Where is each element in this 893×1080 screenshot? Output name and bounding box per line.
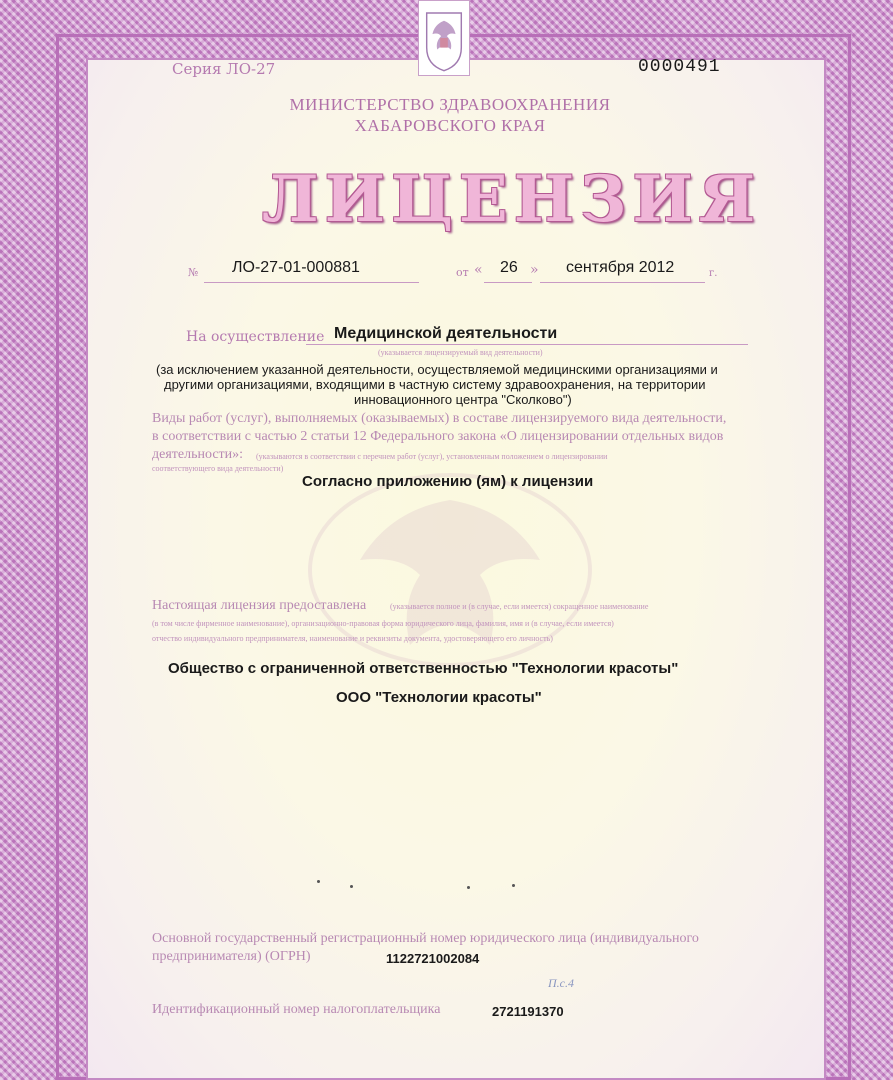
holder-hint-line2: (в том числе фирменное наименование), организационно-правовая форма юридического лица, фамилия, имя и (в случае, если имеется) <box>152 619 614 628</box>
license-number-underline <box>204 282 419 283</box>
activity-underline <box>306 344 748 345</box>
date-close-quote: » <box>530 262 539 278</box>
activity-note-line1: (за исключением указанной деятельности, осуществляемой медицинскими организациями и <box>156 362 718 377</box>
scan-speck <box>350 885 353 888</box>
document-title: ЛИЦЕНЗИЯ <box>262 162 762 237</box>
activity-note-line3: инновационного центра "Сколково") <box>354 392 572 407</box>
ogrn-label-line1: Основной государственный регистрационный номер юридического лица (индивидуального <box>152 931 699 946</box>
scan-speck <box>317 880 320 883</box>
activity-label: На осуществление <box>186 329 325 345</box>
form-number: 0000491 <box>638 57 721 77</box>
holder-label: Настоящая лицензия предоставлена <box>152 598 367 613</box>
works-hint-line3: (указываются в соответствии с перечнем работ (услуг), установленным положением о лицензировании <box>256 452 608 461</box>
license-number-label: № <box>188 266 199 279</box>
activity-hint: (указывается лицензируемый вид деятельности) <box>378 348 543 357</box>
ministry-name-line2: ХАБАРОВСКОГО КРАЯ <box>354 116 546 135</box>
date-month-year: сентября 2012 <box>566 259 675 276</box>
inn-label: Идентификационный номер налогоплательщика <box>152 1002 441 1017</box>
license-number-value: ЛО-27-01-000881 <box>232 259 360 276</box>
date-from-label: от <box>456 266 469 279</box>
date-year-suffix: г. <box>709 268 718 279</box>
works-hint-line4: соответствующего вида деятельности) <box>152 464 284 473</box>
holder-short-name: ООО "Технологии красоты" <box>336 689 542 706</box>
works-text-line1: Виды работ (услуг), выполняемых (оказываемых) в составе лицензируемого вида деятельности, <box>152 411 727 426</box>
holder-full-name: Общество с ограниченной ответственностью "Технологии красоты" <box>168 660 679 677</box>
activity-note-line2: другими организациями, входящими в частную систему здравоохранения, на территории <box>164 377 706 392</box>
activity-value: Медицинской деятельности <box>334 325 558 342</box>
date-month-underline <box>540 282 705 283</box>
holder-hint-line1: (указывается полное и (в случае, если имеется) сокращенное наименование <box>390 602 649 611</box>
ogrn-label-line2: предпринимателя) (ОГРН) <box>152 949 311 964</box>
ogrn-value: 1122721002084 <box>386 951 480 966</box>
series-label: Серия ЛО-27 <box>172 60 276 78</box>
works-text-line3-label: деятельности»: <box>152 447 244 462</box>
works-value: Согласно приложению (ям) к лицензии <box>302 473 594 490</box>
handwritten-mark: П.с.4 <box>548 976 574 990</box>
date-open-quote: « <box>474 262 483 278</box>
date-day-underline <box>484 282 532 283</box>
works-text-line2: в соответствии с частью 2 статьи 12 Федерального закона «О лицензировании отдельных видов <box>152 429 724 444</box>
scan-speck <box>512 884 515 887</box>
holder-hint-line3: отчество индивидуального предпринимателя, наименование и реквизиты документа, удостоверяющего его личность) <box>152 634 553 643</box>
ministry-name-line1: МИНИСТЕРСТВО ЗДРАВООХРАНЕНИЯ <box>289 95 611 114</box>
scan-speck <box>467 886 470 889</box>
date-day: 26 <box>500 259 518 276</box>
coat-of-arms-emblem <box>418 0 470 76</box>
inn-value: 2721191370 <box>492 1004 564 1019</box>
